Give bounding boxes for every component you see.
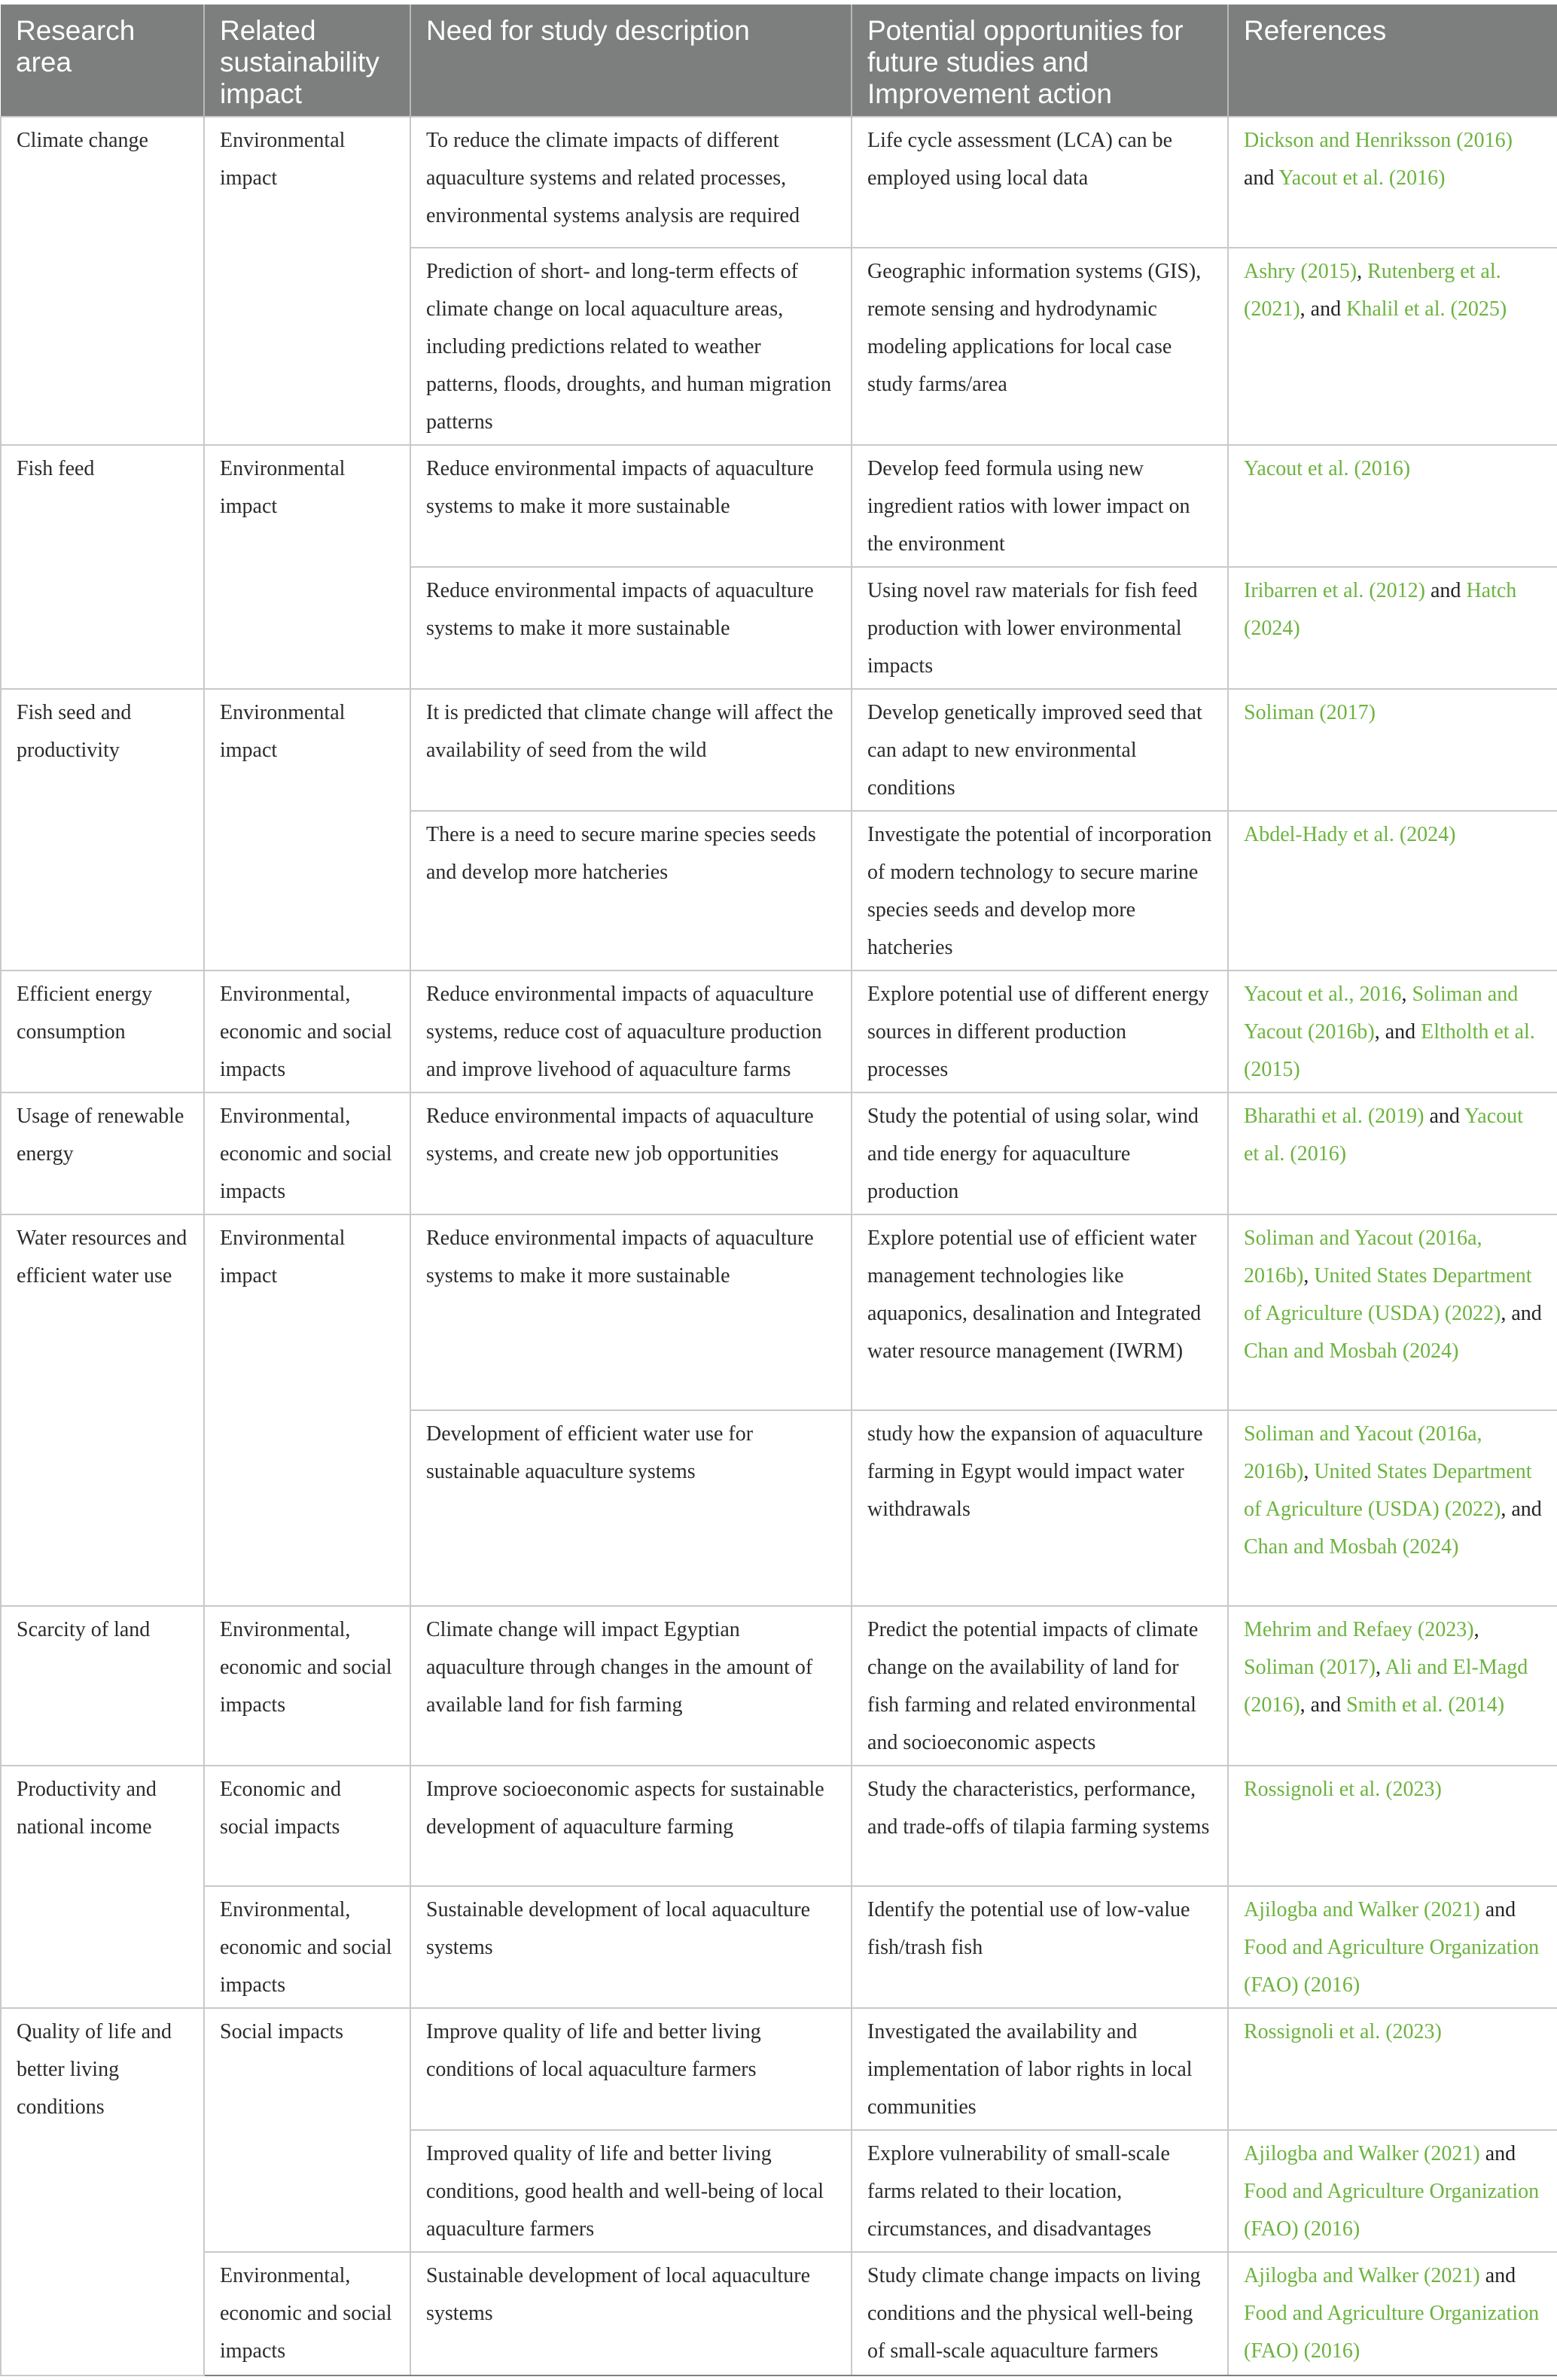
header-research-area: Research area: [1, 5, 204, 117]
opportunity-cell: Explore potential use of different energy sources in different production processes: [852, 971, 1228, 1092]
opportunity-cell: Investigated the availability and implementation of labor rights in local communities: [852, 2008, 1228, 2130]
reference-separator: , and: [1300, 1693, 1347, 1717]
references-cell: [1228, 1214, 1557, 1410]
opportunity-cell: Identify the potential use of low-value fish/trash fish: [852, 1886, 1228, 2008]
references-cell: [1228, 2130, 1557, 2252]
impact-cell: Environmental, economic and social impacts: [204, 1606, 410, 1766]
references-cell: [1228, 117, 1557, 248]
opportunity-cell: Explore vulnerability of small-scale farms related to their location, circumstances, and disadvantages: [852, 2130, 1228, 2252]
need-cell: To reduce the climate impacts of different aquaculture systems and related processes, environmental systems analysis are required: [410, 117, 852, 248]
reference-separator: ,: [1357, 260, 1368, 283]
need-cell: It is predicted that climate change will affect the availability of seed from the wild: [410, 689, 852, 811]
reference-separator: and: [1479, 2142, 1516, 2165]
reference-link[interactable]: Food and Agriculture Organization (FAO) (2016): [1244, 2180, 1540, 2241]
opportunity-cell: Develop feed formula using new ingredient ratios with lower impact on the environment: [852, 445, 1228, 567]
need-cell: Development of efficient water use for sustainable aquaculture systems: [410, 1410, 852, 1606]
table-row: [1, 1766, 1557, 1886]
table-row: [1, 1092, 1557, 1214]
reference-link[interactable]: Ajilogba and Walker (2021): [1244, 2264, 1480, 2287]
reference-link[interactable]: Yacout et al. (2016): [1244, 1105, 1523, 1166]
reference-link[interactable]: Smith et al. (2014): [1346, 1693, 1505, 1717]
research-area-cell: Fish feed: [1, 445, 204, 689]
reference-link[interactable]: Rossignoli et al. (2023): [1244, 2020, 1442, 2043]
header-opportunities: Potential opportunities for future studies and Improvement action: [852, 5, 1228, 117]
impact-cell: Environmental impact: [204, 1214, 410, 1606]
need-cell: Reduce environmental impacts of aquaculture systems, and create new job opportunities: [410, 1092, 852, 1214]
opportunity-cell: Investigate the potential of incorporation of modern technology to secure marine species seeds and develop more hatcheries: [852, 811, 1228, 971]
table-row: [1, 971, 1557, 1092]
header-sustainability-impact: Related sustainability impact: [204, 5, 410, 117]
references-cell: [1228, 1606, 1557, 1766]
opportunity-cell: Geographic information systems (GIS), remote sensing and hydrodynamic modeling applications for local case study farms/area: [852, 248, 1228, 445]
table-row: [1, 445, 1557, 567]
reference-separator: ,: [1303, 1460, 1315, 1483]
reference-separator: , and: [1501, 1302, 1542, 1325]
references-cell: [1228, 567, 1557, 689]
reference-link[interactable]: Rossignoli et al. (2023): [1244, 1778, 1442, 1801]
table-row: [1, 689, 1557, 811]
reference-link[interactable]: Soliman and Yacout (2016a, 2016b): [1244, 1422, 1482, 1483]
reference-link[interactable]: Mehrim and Refaey (2023): [1244, 1618, 1474, 1641]
reference-link[interactable]: Rutenberg et al. (2021): [1244, 260, 1501, 321]
opportunity-cell: Predict the potential impacts of climate change on the availability of land for fish farming and related environmental and socioeconomic aspects: [852, 1606, 1228, 1766]
reference-link[interactable]: Soliman and Yacout (2016b): [1244, 983, 1519, 1044]
need-cell: Prediction of short- and long-term effects of climate change on local aquaculture areas, including predictions related to weather patterns, floods, droughts, and human migration patterns: [410, 248, 852, 445]
references-cell: [1228, 2252, 1557, 2375]
need-cell: Reduce environmental impacts of aquaculture systems to make it more sustainable: [410, 1214, 852, 1410]
opportunity-cell: Life cycle assessment (LCA) can be employed using local data: [852, 117, 1228, 248]
reference-link[interactable]: Iribarren et al. (2012): [1244, 579, 1425, 602]
reference-separator: ,: [1376, 1656, 1385, 1679]
need-cell: Climate change will impact Egyptian aquaculture through changes in the amount of available land for fish farming: [410, 1606, 852, 1766]
header-row: [1, 5, 1557, 117]
research-area-cell: Water resources and efficient water use: [1, 1214, 204, 1606]
reference-link[interactable]: Soliman and Yacout (2016a, 2016b): [1244, 1227, 1482, 1288]
research-area-cell: Fish seed and productivity: [1, 689, 204, 971]
impact-cell: Environmental impact: [204, 117, 410, 445]
need-cell: There is a need to secure marine species seeds and develop more hatcheries: [410, 811, 852, 971]
reference-separator: , and: [1374, 1020, 1421, 1044]
impact-cell: Environmental, economic and social impacts: [204, 971, 410, 1092]
references-cell: [1228, 971, 1557, 1092]
need-cell: Sustainable development of local aquaculture systems: [410, 1886, 852, 2008]
reference-link[interactable]: Ashry (2015): [1244, 260, 1357, 283]
impact-cell: Environmental, economic and social impacts: [204, 2252, 410, 2375]
table-row: [1, 1214, 1557, 1410]
opportunity-cell: study how the expansion of aquaculture farming in Egypt would impact water withdrawals: [852, 1410, 1228, 1606]
reference-separator: , and: [1501, 1498, 1542, 1521]
reference-link[interactable]: Food and Agriculture Organization (FAO) (2016): [1244, 1936, 1540, 1997]
table-row: [1, 2008, 1557, 2130]
table-row: [1, 1886, 1557, 2008]
table-body: [1, 117, 1557, 2375]
references-cell: [1228, 248, 1557, 445]
opportunity-cell: Using novel raw materials for fish feed production with lower environmental impacts: [852, 567, 1228, 689]
need-cell: Reduce environmental impacts of aquaculture systems, reduce cost of aquaculture production and improve livehood of aquaculture farms: [410, 971, 852, 1092]
need-cell: Sustainable development of local aquaculture systems: [410, 2252, 852, 2375]
table-header: [1, 5, 1557, 117]
impact-cell: Social impacts: [204, 2008, 410, 2252]
reference-link[interactable]: Eltholth et al. (2015): [1244, 1020, 1535, 1081]
opportunity-cell: Study climate change impacts on living conditions and the physical well-being of small-scale aquaculture farmers: [852, 2252, 1228, 2375]
reference-link[interactable]: Ajilogba and Walker (2021): [1244, 2142, 1480, 2165]
reference-link[interactable]: Hatch (2024): [1244, 579, 1517, 640]
reference-link[interactable]: United States Department of Agriculture (USDA) (2022): [1244, 1460, 1532, 1521]
table-row: [1, 1606, 1557, 1766]
research-area-cell: Usage of renewable energy: [1, 1092, 204, 1214]
research-area-cell: Efficient energy consumption: [1, 971, 204, 1092]
header-references: References: [1228, 5, 1557, 117]
research-area-cell: Scarcity of land: [1, 1606, 204, 1766]
impact-cell: Environmental impact: [204, 689, 410, 971]
reference-link[interactable]: Yacout et al. (2016): [1278, 166, 1446, 190]
references-cell: [1228, 811, 1557, 971]
reference-separator: , and: [1300, 297, 1347, 321]
reference-link[interactable]: United States Department of Agriculture (USDA) (2022): [1244, 1264, 1532, 1325]
impact-cell: Environmental impact: [204, 445, 410, 689]
reference-link[interactable]: Ali and El-Magd (2016): [1244, 1656, 1528, 1717]
references-cell: [1228, 1766, 1557, 1886]
need-cell: Improve quality of life and better living conditions of local aquaculture farmers: [410, 2008, 852, 2130]
research-area-cell: Quality of life and better living conditions: [1, 2008, 204, 2375]
reference-separator: and: [1479, 2264, 1516, 2287]
opportunity-cell: Develop genetically improved seed that can adapt to new environmental conditions: [852, 689, 1228, 811]
table-row: [1, 117, 1557, 248]
table-row: [1, 2252, 1557, 2375]
reference-link[interactable]: Food and Agriculture Organization (FAO) (2016): [1244, 2302, 1540, 2363]
references-cell: [1228, 1092, 1557, 1214]
reference-separator: and: [1479, 1898, 1516, 1921]
reference-separator: and: [1425, 579, 1467, 602]
impact-cell: Environmental, economic and social impacts: [204, 1092, 410, 1214]
reference-separator: ,: [1303, 1264, 1315, 1288]
reference-link[interactable]: Bharathi et al. (2019): [1244, 1105, 1424, 1128]
references-cell: [1228, 689, 1557, 811]
reference-separator: and: [1424, 1105, 1464, 1128]
need-cell: Improve socioeconomic aspects for sustainable development of aquaculture farming: [410, 1766, 852, 1886]
reference-link[interactable]: Dickson and Henriksson (2016): [1244, 129, 1513, 152]
references-cell: [1228, 1886, 1557, 2008]
reference-link[interactable]: Chan and Mosbah (2024): [1244, 1535, 1459, 1559]
reference-separator: and: [1244, 166, 1279, 190]
reference-separator: ,: [1401, 983, 1412, 1006]
opportunity-cell: Explore potential use of efficient water management technologies like aquaponics, desalination and Integrated water resource management (IWRM): [852, 1214, 1228, 1410]
reference-link[interactable]: Chan and Mosbah (2024): [1244, 1339, 1459, 1363]
need-cell: Reduce environmental impacts of aquaculture systems to make it more sustainable: [410, 567, 852, 689]
references-cell: [1228, 1410, 1557, 1606]
research-area-cell: Climate change: [1, 117, 204, 445]
opportunity-cell: Study the characteristics, performance, and trade-offs of tilapia farming systems: [852, 1766, 1228, 1886]
reference-link[interactable]: Yacout et al., 2016: [1244, 983, 1402, 1006]
header-need-description: Need for study description: [410, 5, 852, 117]
references-cell: [1228, 2008, 1557, 2130]
impact-cell: Economic and social impacts: [204, 1766, 410, 1886]
impact-cell: Environmental, economic and social impacts: [204, 1886, 410, 2008]
reference-link[interactable]: Ajilogba and Walker (2021): [1244, 1898, 1480, 1921]
reference-separator: ,: [1473, 1618, 1479, 1641]
research-area-cell: Productivity and national income: [1, 1766, 204, 2008]
need-cell: Improved quality of life and better living conditions, good health and well-being of local aquaculture farmers: [410, 2130, 852, 2252]
references-cell: [1228, 445, 1557, 567]
sustainability-research-table: [0, 5, 1557, 2376]
reference-link[interactable]: Soliman (2017): [1244, 701, 1376, 724]
reference-link[interactable]: Khalil et al. (2025): [1346, 297, 1507, 321]
reference-link[interactable]: Abdel-Hady et al. (2024): [1244, 823, 1456, 846]
need-cell: Reduce environmental impacts of aquaculture systems to make it more sustainable: [410, 445, 852, 567]
reference-link[interactable]: Soliman (2017): [1244, 1656, 1376, 1679]
opportunity-cell: Study the potential of using solar, wind and tide energy for aquaculture production: [852, 1092, 1228, 1214]
reference-link[interactable]: Yacout et al. (2016): [1244, 457, 1411, 480]
